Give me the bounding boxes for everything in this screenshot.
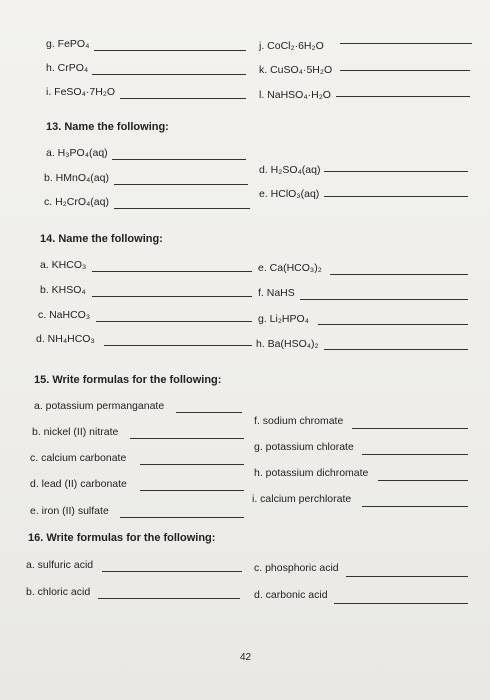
answer-line-13c[interactable] [114,208,250,209]
item-14h: h. Ba(HSO₄)₂ [256,338,319,350]
answer-line-15a[interactable] [176,412,242,413]
item-14f: f. NaHS [258,287,295,299]
answer-line-15g[interactable] [362,454,468,455]
answer-line-15b[interactable] [130,438,244,439]
answer-line-14h[interactable] [324,349,468,350]
answer-line-14c[interactable] [96,321,252,322]
item-15e: e. iron (II) sulfate [30,505,109,517]
item-14b: b. KHSO₄ [40,284,86,296]
heading-14: 14. Name the following: [40,233,163,245]
item-15h: h. potassium dichromate [254,467,369,479]
answer-line-15h[interactable] [378,480,468,481]
answer-line-16a[interactable] [102,571,242,572]
item-13e: e. HClO₃(aq) [259,188,320,200]
answer-line-14e[interactable] [330,274,468,275]
answer-line-16c[interactable] [346,576,468,577]
item-15i: i. calcium perchlorate [252,493,352,505]
item-16b: b. chloric acid [26,586,91,598]
answer-line-15i[interactable] [362,506,468,507]
item-14g: g. Li₂HPO₄ [258,313,309,325]
answer-line-13b[interactable] [114,184,248,185]
answer-line-12h[interactable] [92,74,246,75]
heading-15: 15. Write formulas for the following: [34,374,222,386]
heading-16: 16. Write formulas for the following: [28,532,216,544]
item-15b: b. nickel (II) nitrate [32,426,119,438]
item-14d: d. NH₄HCO₃ [36,333,95,345]
answer-line-13e[interactable] [324,196,468,197]
answer-line-14b[interactable] [92,296,252,297]
answer-line-15d[interactable] [140,490,244,491]
item-12k: k. CuSO₄·5H₂O [259,64,333,76]
answer-line-12g[interactable] [94,50,246,51]
heading-13: 13. Name the following: [46,121,169,133]
item-14a: a. KHCO₃ [40,259,87,271]
answer-line-14a[interactable] [92,271,252,272]
item-12j: j. CoCl₂·6H₂O [259,40,324,52]
answer-line-15f[interactable] [352,428,468,429]
item-13d: d. H₂SO₄(aq) [259,164,321,176]
item-16a: a. sulfuric acid [26,559,94,571]
item-15a: a. potassium permanganate [34,400,165,412]
page-number: 42 [240,652,252,663]
answer-line-13d[interactable] [324,171,468,172]
answer-line-15e[interactable] [120,517,244,518]
item-14e: e. Ca(HCO₃)₂ [258,262,322,274]
answer-line-16b[interactable] [98,598,240,599]
item-15c: c. calcium carbonate [30,452,127,464]
item-15g: g. potassium chlorate [254,441,354,453]
answer-line-14f[interactable] [300,299,468,300]
item-13b: b. HMnO₄(aq) [44,172,109,184]
item-12h: h. CrPO₄ [46,62,89,74]
answer-line-12j[interactable] [340,43,472,44]
item-13c: c. H₂CrO₄(aq) [44,196,109,208]
answer-line-14g[interactable] [318,324,468,325]
answer-line-16d[interactable] [334,603,468,604]
answer-line-13a[interactable] [112,159,246,160]
answer-line-14d[interactable] [104,345,252,346]
item-15d: d. lead (II) carbonate [30,478,127,490]
item-14c: c. NaHCO₃ [38,309,91,321]
answer-line-12l[interactable] [336,96,470,97]
item-13a: a. H₃PO₄(aq) [46,147,108,159]
item-12i: i. FeSO₄·7H₂O [46,86,116,98]
answer-line-12i[interactable] [120,98,246,99]
item-15f: f. sodium chromate [254,415,344,427]
item-16c: c. phosphoric acid [254,562,339,574]
item-16d: d. carbonic acid [254,589,328,601]
answer-line-12k[interactable] [340,70,470,71]
item-12l: l. NaHSO₄·H₂O [259,89,331,101]
item-12g: g. FePO₄ [46,38,90,50]
answer-line-15c[interactable] [140,464,244,465]
